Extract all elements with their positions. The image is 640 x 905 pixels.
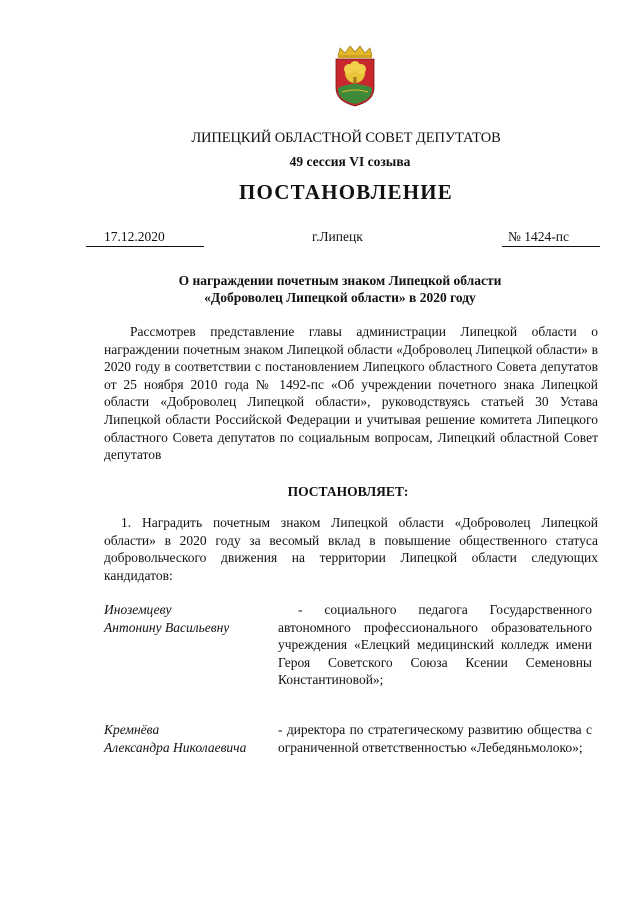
nominee-name [104,721,282,756]
council-name: ЛИПЕЦКИЙ ОБЛАСТНОЙ СОВЕТ ДЕПУТАТОВ [191,130,501,146]
document-city: г.Липецк [312,229,363,244]
session-label: 49 сессия VI созыва [289,154,411,169]
document-type-heading: ПОСТАНОВЛЕНИЕ [238,180,454,204]
title-line-2: «Доброволец Липецкой области» в 2020 году [204,290,476,305]
document-number: № 1424-пс [502,229,600,247]
nominee-description: - социального педагога Государственного автономного профессионального образовательного учреждения «Елецкий медицинский колледж имени Героя Советского Союза Ксении Семеновны Константиновой»; [278,602,592,688]
nominee-given-names: Александра Николаевича [104,739,247,755]
nominee-given-names: Антонину Васильевну [104,619,230,635]
document-date: 17.12.2020 [86,229,204,247]
lipetsk-coat-of-arms-icon [330,44,380,108]
nominee-description: - директора по стратегическому развитию общества с ограниченной ответственностью «Лебедяньмолоко»; [278,722,592,755]
preamble-paragraph: Рассмотрев представление главы администрации Липецкой области о награждении почетным знаком Липецкой области «Доброволец Липецкой области» в 2020 году в соответствии с постановлением Липецкого областного Совета депутатов от 25 ноября 2010 года № 1492-пс «Об учреждении почетного знака Липецкой области «Доброволец Липецкой области», руководствуясь статьей 30 Устава Липецкой области Российской Федерации и учитывая решение комитета Липецкого областного Совета депутатов по социальным вопросам, Липецкий областной Совет депутатов [104,324,598,463]
resolution-paragraph-1: 1. Наградить почетным знаком Липецкой области «Доброволец Липецкой области» в 2020 году за весомый вклад в повышение общественного статуса добровольческого движения на территории Липецкой области следующих кандидатов: [104,515,598,583]
resolves-heading: ПОСТАНОВЛЯЕТ: [287,484,409,499]
title-line-1: О награждении почетным знаком Липецкой области [178,273,502,288]
nominee-surname: Кремнёва [104,722,160,737]
nominee-name [104,601,282,636]
document-title [100,272,580,306]
nominee-surname: Иноземцеву [104,602,172,617]
